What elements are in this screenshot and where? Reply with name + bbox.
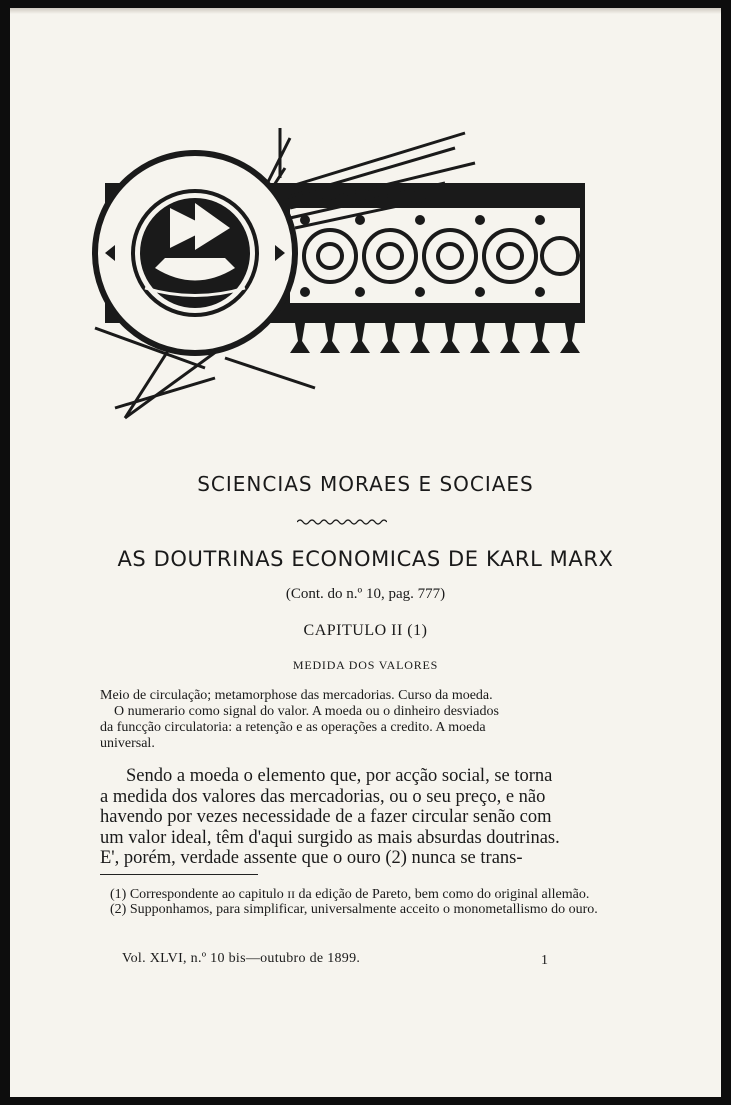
scan-edge	[10, 8, 721, 14]
summary-line: universal.	[100, 736, 155, 751]
footnotes	[100, 887, 622, 917]
continuation-note: (Cont. do n.º 10, pag. 777)	[285, 586, 446, 602]
article-title: AS DOUTRINAS ECONOMICAS DE KARL MARX	[117, 547, 614, 571]
footnote-rule	[100, 874, 258, 875]
chapter-summary	[100, 688, 620, 752]
body-line: Sendo a moeda o elemento que, por acção social, se torna	[126, 766, 553, 786]
section-title: SCIENCIAS MORAES E SOCIAES	[197, 472, 534, 496]
ornamental-divider	[297, 518, 387, 526]
footnote-2: (2) Supponhamos, para simplificar, universalmente acceito o monometallismo do ouro.	[110, 902, 598, 917]
emblem-illustration	[85, 128, 605, 428]
body-line: um valor ideal, têm d'aqui surgido as mais absurdas doutrinas.	[100, 827, 560, 848]
footnote-1: (1) Correspondente ao capitulo ɪɪ da edição de Pareto, bem como do original allemão.	[110, 887, 590, 902]
chapter-subtitle: MEDIDA DOS VALORES	[292, 658, 439, 672]
summary-line: da funcção circulatoria: a retenção e as operações a credito. A moeda	[100, 720, 486, 735]
summary-line: O numerario como signal do valor. A moeda ou o dinheiro desviados	[114, 704, 499, 719]
body-paragraph	[100, 766, 622, 869]
chapter-heading: CAPITULO II (1)	[303, 622, 428, 639]
page	[10, 8, 721, 1097]
body-line: a medida dos valores das mercadorias, ou o seu preço, e não	[100, 786, 546, 807]
summary-line: Meio de circulação; metamorphose das mercadorias. Curso da moeda.	[100, 688, 493, 703]
footer-volume: Vol. XLVI, n.º 10 bis—outubro de 1899.	[122, 951, 361, 966]
body-line: havendo por vezes necessidade de a fazer circular senão com	[100, 807, 552, 827]
page-number: 1	[541, 953, 548, 968]
body-line: E', porém, verdade assente que o ouro (2) nunca se trans-	[100, 848, 523, 868]
medallion	[95, 153, 295, 353]
